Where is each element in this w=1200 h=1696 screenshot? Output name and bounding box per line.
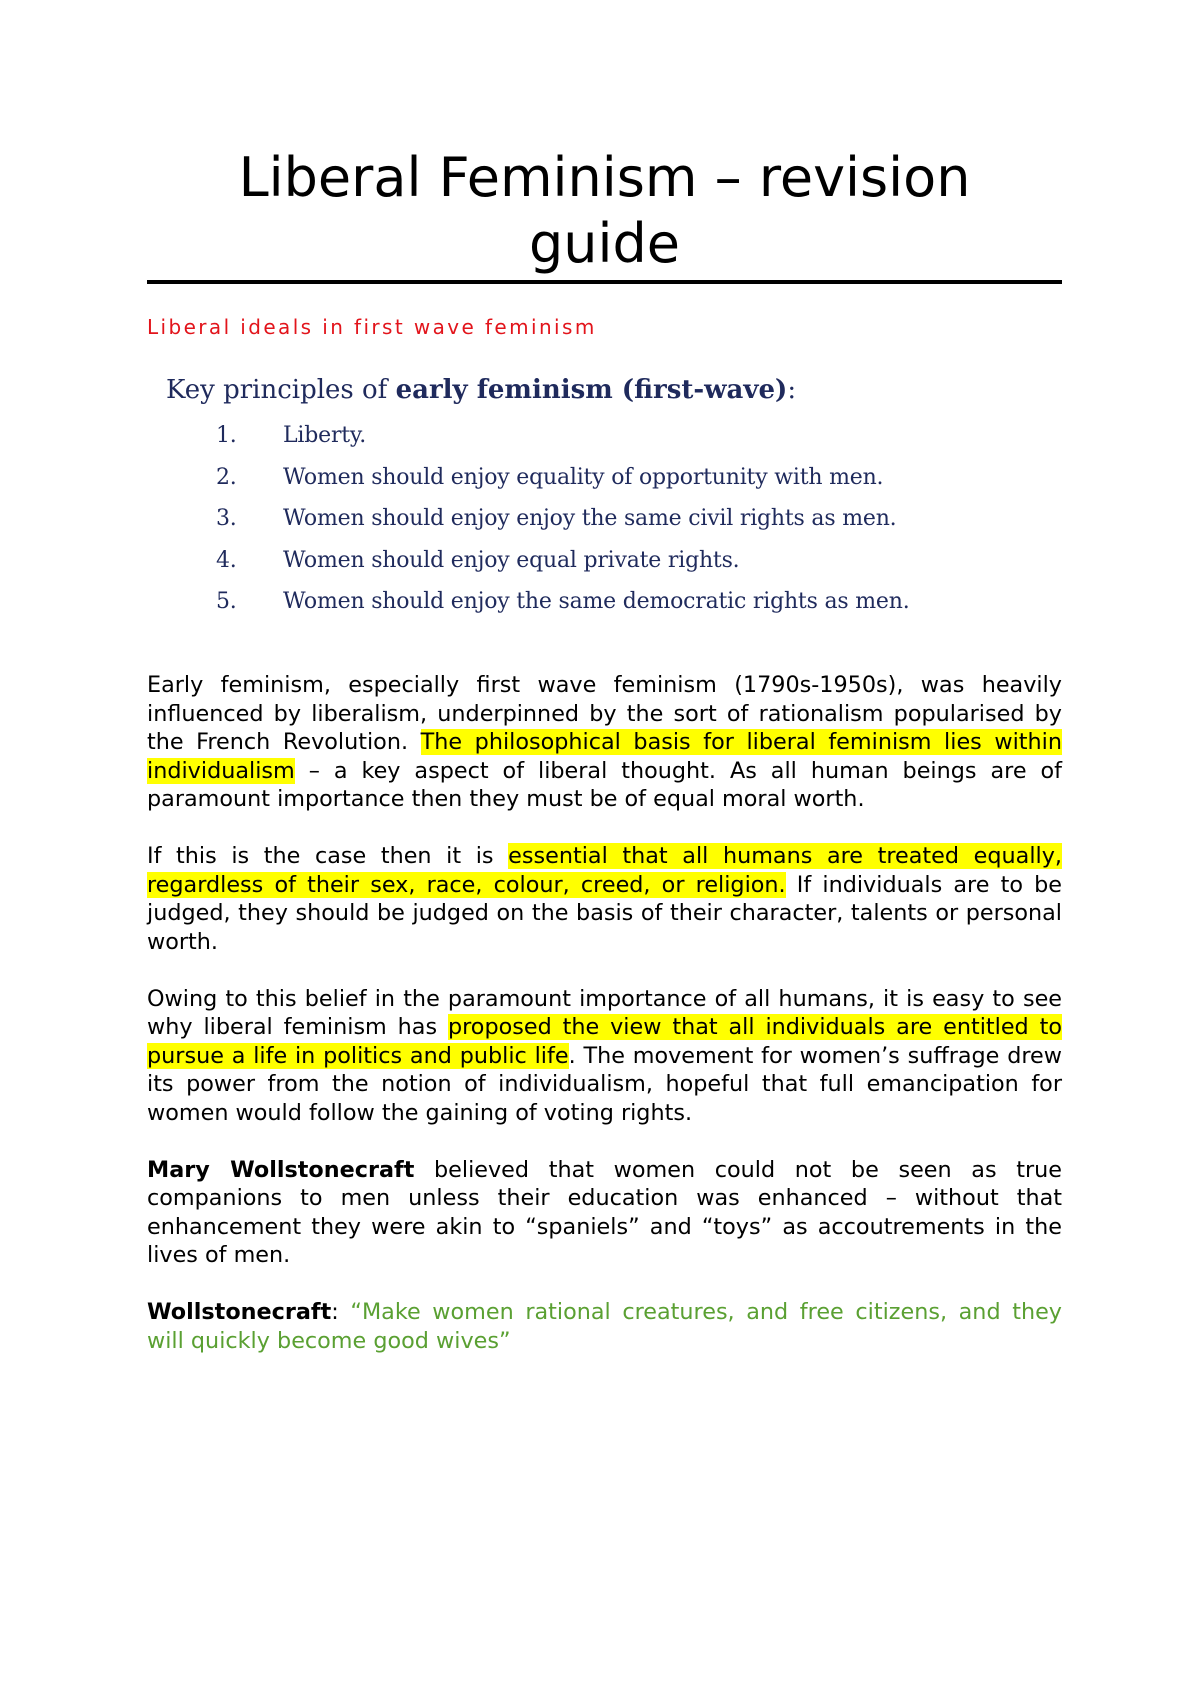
title-underline bbox=[147, 280, 1062, 284]
paragraph-equal-treatment: If this is the case then it is essential that all humans are treated equally, regardless of their sex, race, colour, creed, or religion. If individuals are to be judged, they should be judged on the basis of their character, talents or personal worth. bbox=[147, 843, 1062, 955]
paragraph-public-life: Owing to this belief in the paramount importance of all humans, it is easy to see why liberal feminism has proposed the view that all individuals are entitled to pursue a life in politics and public life. The movement for women’s suffrage drew its power from the notion of individualism, hopeful that full emancipation for women would follow the gaining of voting rights. bbox=[147, 985, 1062, 1126]
key-principles-image bbox=[166, 373, 1066, 623]
principle-item: 1. Liberty. bbox=[216, 423, 367, 448]
paragraph-wollstonecraft: Mary Wollstonecraft believed that women could not be seen as true companions to men unless their education was enhanced – without that enhancement they were akin to “spaniels” and “toys” as accoutrements in the lives of men. bbox=[147, 1156, 1062, 1268]
principle-item: 4. Women should enjoy equal private rights. bbox=[216, 547, 740, 573]
paragraph-quote: Wollstonecraft: “Make women rational creatures, and free citizens, and they will quickly become good wives” bbox=[147, 1299, 1062, 1354]
title-line-2: guide bbox=[528, 212, 680, 275]
principle-item: 2. Women should enjoy equality of opportunity with men. bbox=[216, 464, 884, 490]
principle-item: 5. Women should enjoy the same democratic rights as men. bbox=[216, 589, 910, 614]
title-line-1: Liberal Feminism – revision bbox=[238, 146, 971, 209]
body-text bbox=[147, 671, 1062, 1384]
page-title bbox=[147, 145, 1062, 277]
highlight: The philosophical basis for liberal feminism lies within individualism bbox=[147, 729, 1062, 784]
paragraph-early-feminism: Early feminism, especially first wave feminism (1790s-1950s), was heavily influenced by liberalism, underpinned by the sort of rationalism popularised by the French Revolution. The philosophical basis for liberal feminism lies within individualism – a key aspect of liberal thought. As all human beings are of paramount importance then they must be of equal moral worth. bbox=[147, 672, 1062, 812]
principles-list bbox=[166, 415, 1066, 623]
principles-heading: Key principles of early feminism (first-wave): bbox=[166, 375, 797, 405]
wollstonecraft-quote: “Make women rational creatures, and free citizens, and they will quickly become good wives” bbox=[147, 1299, 1062, 1354]
principle-item: 3. Women should enjoy enjoy the same civil rights as men. bbox=[216, 506, 897, 531]
highlight: essential that all humans are treated equally, regardless of their sex, race, colour, creed, or religion. bbox=[147, 843, 1062, 898]
highlight: proposed the view that all individuals are entitled to pursue a life in politics and public life bbox=[147, 1014, 1062, 1069]
section-heading: Liberal ideals in first wave feminism bbox=[147, 315, 597, 339]
